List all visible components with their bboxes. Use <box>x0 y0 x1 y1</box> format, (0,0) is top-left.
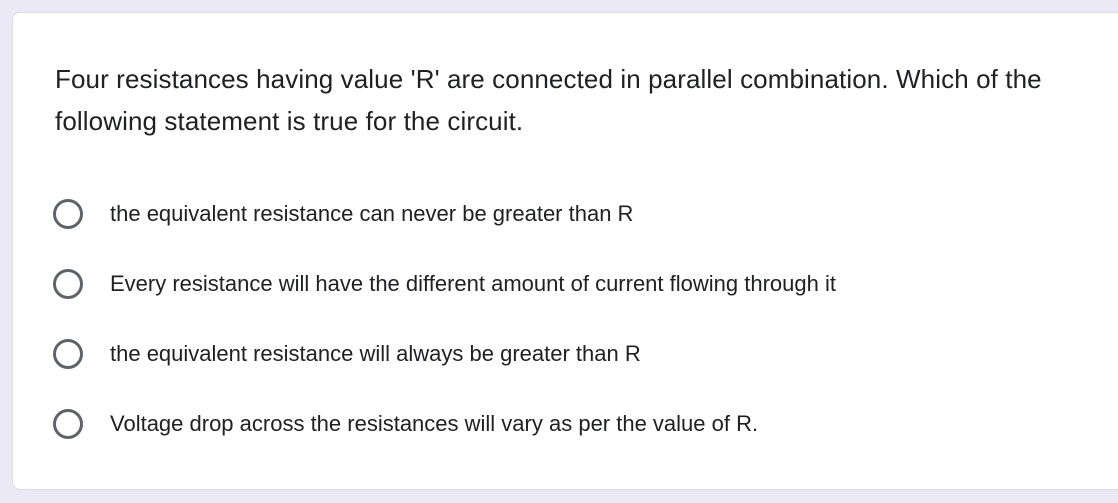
option-label: the equivalent resistance can never be greater than R <box>110 201 634 226</box>
radio-button[interactable] <box>53 339 83 369</box>
option-4[interactable] <box>53 404 758 444</box>
radio-button[interactable] <box>53 409 83 439</box>
option-1[interactable] <box>53 194 633 234</box>
option-2[interactable] <box>53 264 836 304</box>
question-text: Four resistances having value 'R' are connected in parallel combination. Which of the following statement is true for the circuit. <box>55 64 1042 136</box>
option-label: the equivalent resistance will always be greater than R <box>110 341 641 366</box>
option-label: Every resistance will have the different amount of current flowing through it <box>110 271 836 296</box>
radio-button[interactable] <box>53 199 83 229</box>
option-label: Voltage drop across the resistances will vary as per the value of R. <box>110 411 759 436</box>
option-3[interactable] <box>53 334 641 374</box>
question-card <box>12 12 1118 490</box>
radio-button[interactable] <box>53 269 83 299</box>
